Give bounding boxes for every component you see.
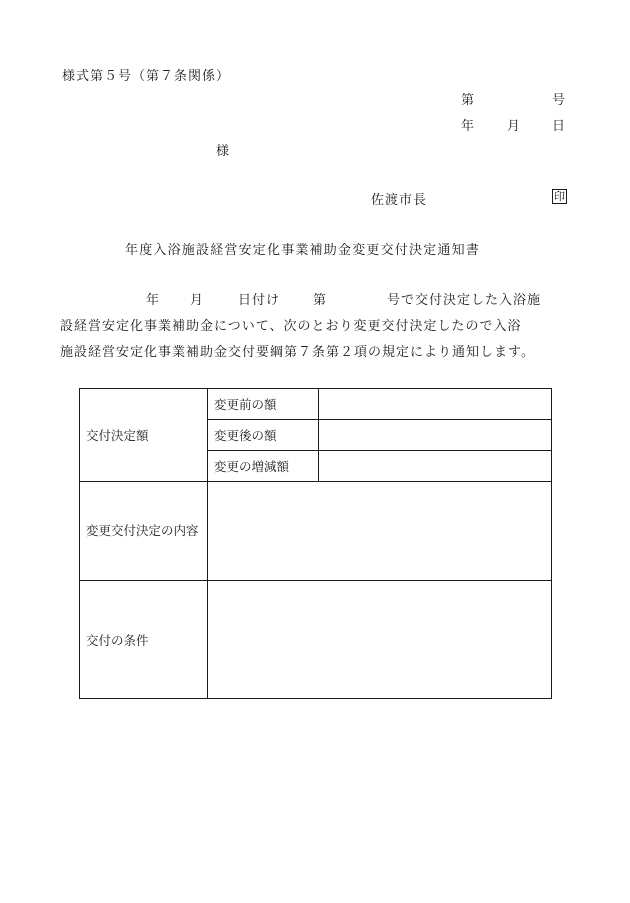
body-line-1-rest: 号で交付決定した入浴施 xyxy=(387,293,542,308)
grant-info-table xyxy=(79,388,552,699)
date-day-label: 日 xyxy=(552,119,566,134)
date-year-label: 年 xyxy=(461,119,475,134)
seal-mark: 印 xyxy=(554,190,565,203)
body-line-2: 設経営安定化事業補助金について、次のとおり変更交付決定したので入浴 xyxy=(60,319,522,334)
change-difference-value xyxy=(319,451,552,482)
conditions-value xyxy=(208,581,552,699)
body-dated-label: 日付け xyxy=(238,293,281,308)
before-change-value xyxy=(319,389,552,420)
before-change-label: 変更前の額 xyxy=(208,389,319,420)
document-number-label: 第 xyxy=(461,93,475,108)
change-content-value xyxy=(208,482,552,581)
document-number-suffix: 号 xyxy=(552,93,566,108)
body-year-label: 年 xyxy=(146,293,161,308)
conditions-label: 交付の条件 xyxy=(80,581,208,699)
date-month-label: 月 xyxy=(507,119,521,134)
form-number: 様式第５号（第７条関係） xyxy=(62,69,231,84)
change-content-label: 変更交付決定の内容 xyxy=(80,482,208,581)
issuer-name: 佐渡市長 xyxy=(371,193,428,208)
grant-amount-label: 交付決定額 xyxy=(80,389,208,482)
after-change-label: 変更後の額 xyxy=(208,420,319,451)
change-difference-label: 変更の増減額 xyxy=(208,451,319,482)
document-title: 年度入浴施設経営安定化事業補助金変更交付決定通知書 xyxy=(125,243,481,258)
addressee-honorific: 様 xyxy=(216,144,230,159)
body-line-3: 施設経営安定化事業補助金交付要綱第７条第２項の規定により通知します。 xyxy=(60,345,535,360)
body-month-label: 月 xyxy=(190,293,205,308)
after-change-value xyxy=(319,420,552,451)
body-number-prefix: 第 xyxy=(313,293,328,308)
